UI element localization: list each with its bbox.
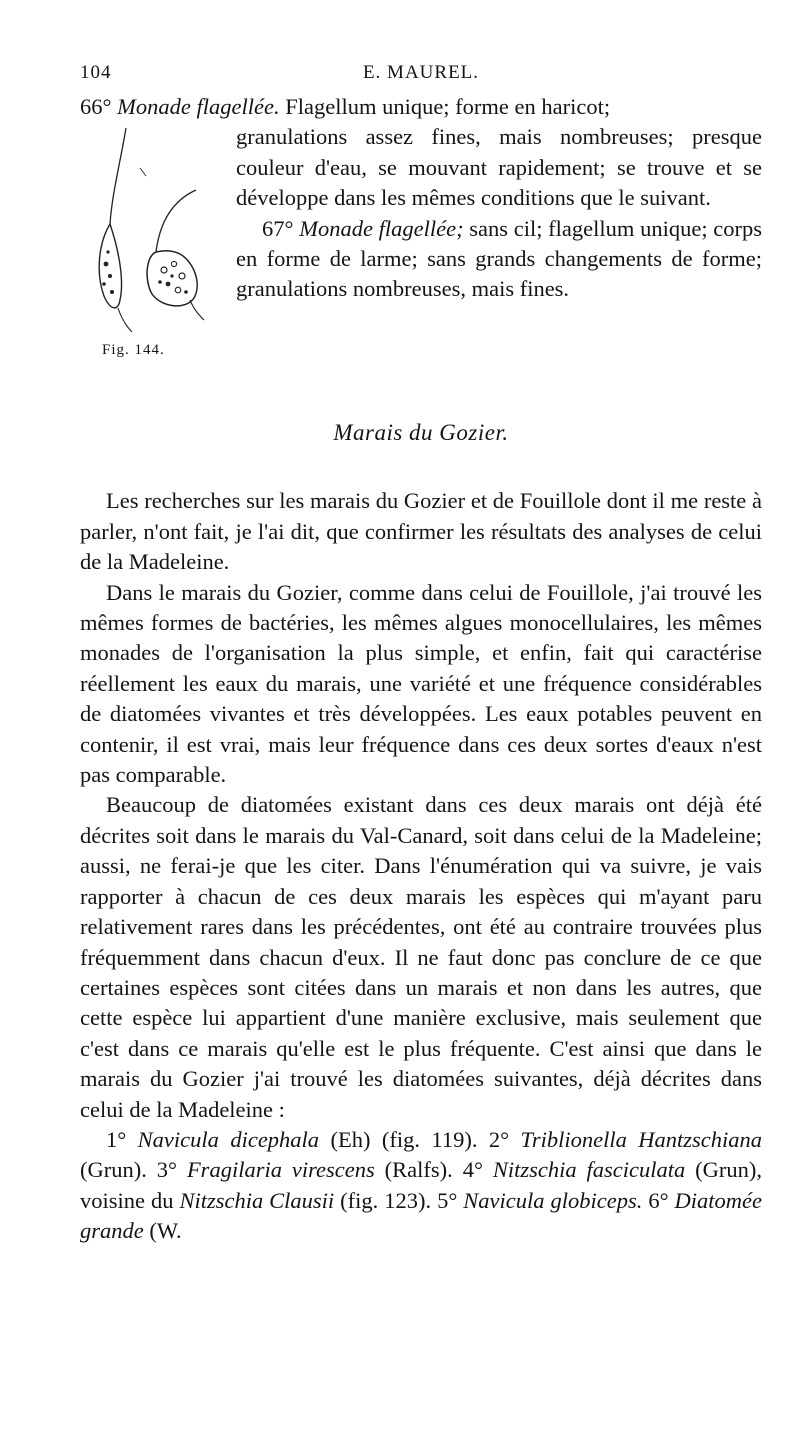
species-6-detail: (W. bbox=[143, 1218, 182, 1244]
section-heading: Marais du Gozier. bbox=[333, 420, 509, 446]
paragraph-3: Beaucoup de diatomées existant dans ces deux marais ont déjà été décrites soit dans le marais du Val-Canard, soit dans celui de la Madeleine; aussi, ne ferai-je que les citer. Dans l'énumération qui va suivre, je vais rapporter à chacun de ces deux marais les espèces qui m'ayant paru relativement rares dans les précédentes, ont été au contraire trouvées plus fréquemment dans chacun d'eux. Il ne faut donc pas conclure de ce que certaines espèces sont citées dans un marais et non dans les autres, que cette espèce lui appartient d'une manière exclusive, mais seulement que c'est dans ce marais qu'elle est le plus fréquente. C'est ainsi que dans le marais du Gozier j'ai trouvé les diatomées suivantes, déjà décrites dans celui de la Madeleine : bbox=[80, 792, 762, 1122]
figure-144 bbox=[80, 124, 230, 382]
species-1-detail: (Eh) (fig. 119). bbox=[319, 1126, 489, 1152]
species-list bbox=[80, 1125, 762, 1247]
paragraph-2: Dans le marais du Gozier, comme dans celui de Fouillole, j'ai trouvé les mêmes formes de bactéries, les mêmes algues monocellulaires, les mêmes monades de l'organisation la plus simple, et enfin, fait qui caractérise réellement les eaux du marais, une variété et une fréquence considérables de diatomées vivantes et très développées. Les eaux potables peuvent en contenir, il est vrai, mais leur fréquence dans ces deux sortes d'eaux n'est pas comparable. bbox=[80, 579, 762, 788]
species-5-number: 5° bbox=[437, 1187, 458, 1213]
species-1-name: Navicula dicephala bbox=[137, 1126, 320, 1152]
species-3-detail: (Ralfs). bbox=[374, 1157, 463, 1183]
species-4-related-name: Nitzschia Clausii bbox=[179, 1187, 335, 1213]
entry-66-first-line bbox=[80, 92, 762, 122]
species-2-name: Triblionella Hantzschiana bbox=[520, 1126, 762, 1152]
entry-67-number: 67° bbox=[262, 215, 294, 241]
species-6-name: Diatomée grande bbox=[80, 1187, 763, 1244]
figure-caption: Fig. 144. bbox=[102, 342, 165, 359]
species-4-name: Nitzschia fasciculata bbox=[492, 1157, 686, 1183]
paragraph-1: Les recherches sur les marais du Gozier et de Fouillole dont il me reste à parler, n'ont fait, je l'ai dit, que confirmer les résultats des analyses de celui de la Madeleine. bbox=[80, 488, 762, 575]
species-4-number: 4° bbox=[462, 1157, 483, 1183]
entry-66-number: 66° bbox=[80, 94, 112, 119]
running-title-author: E. MAUREL. bbox=[362, 62, 480, 83]
entry-66-name: Monade flagellée. bbox=[117, 94, 280, 119]
entry-66-text-start: Flagellum unique; forme en haricot; bbox=[285, 94, 611, 119]
species-4-detail: (Grun), voisine du bbox=[80, 1157, 763, 1213]
species-3-name: Fragilaria virescens bbox=[186, 1157, 375, 1183]
species-3-number: 3° bbox=[156, 1157, 178, 1183]
entry-66-block bbox=[80, 92, 762, 382]
running-head bbox=[80, 58, 762, 92]
entry-67-text: sans cil; flagellum unique; corps en forme de larme; sans grands changements de forme; granulations nombreuses, mais fines. bbox=[236, 215, 763, 302]
entry-67-name: Monade flagellée; bbox=[299, 215, 464, 241]
species-2-number: 2° bbox=[488, 1126, 510, 1152]
species-2-detail: (Grun). bbox=[80, 1157, 157, 1183]
species-5-name: Navicula globiceps. bbox=[463, 1187, 643, 1213]
entry-66-text: granulations assez fines, mais nombreuses; presque couleur d'eau, se mouvant rapidement; se trouve et se développe dans les mêmes conditions que le suivant. bbox=[236, 124, 762, 211]
species-6-number: 6° bbox=[648, 1187, 669, 1213]
flagellate-monad-drawing-icon bbox=[90, 124, 210, 334]
species-1-number: 1° bbox=[106, 1126, 127, 1152]
species-4-related-detail: (fig. 123). bbox=[334, 1187, 438, 1213]
page-number: 104 bbox=[80, 62, 112, 83]
